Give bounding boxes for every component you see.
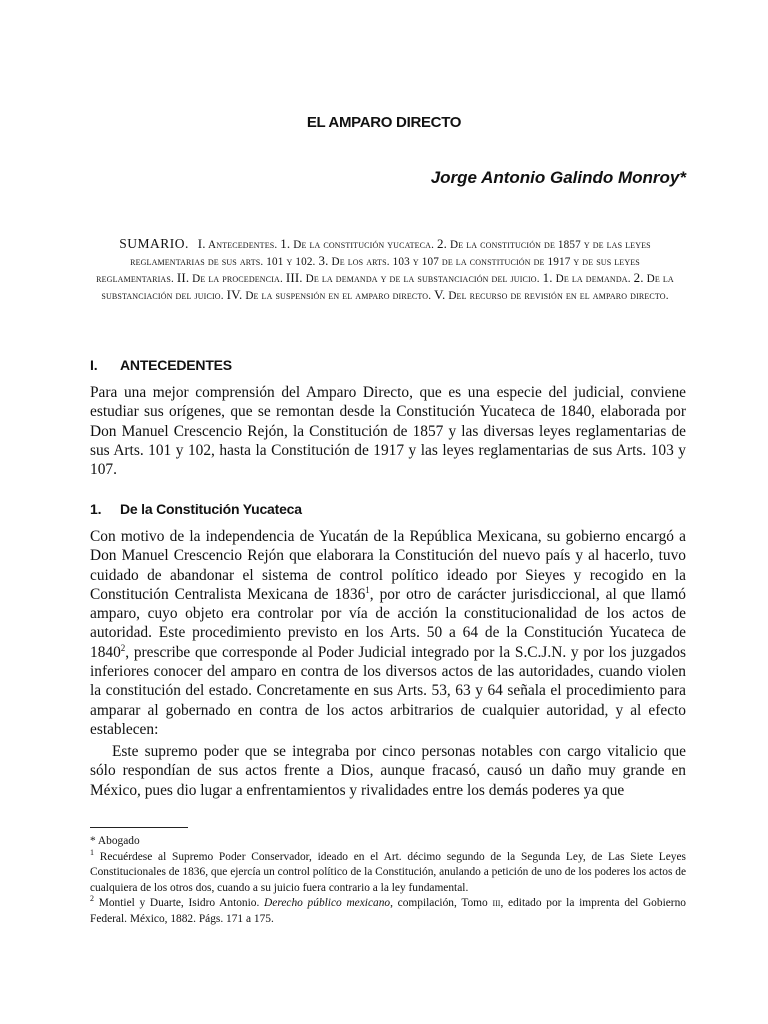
section-title: ANTECEDENTES (120, 357, 232, 373)
footnote-divider (90, 827, 188, 828)
paragraph-text: , prescribe que corresponde al Poder Judicial integrado por la S.C.J.N. y por los juzgados inferiores conocer del amparo en contra de los diversos actos de las autoridades, cuando violen la constitución del estado. Concretamente en sus Arts. 53, 63 y 64 señala el procedimiento para amparar al gobernado en contra de los actos arbitrarios de cualquier autoridad, y al efecto establecen: (90, 643, 686, 738)
summary-item-number: III. (285, 270, 303, 285)
summary-item-text: De la demanda y de la substanciación del juicio. (305, 273, 540, 285)
section-number: 1. (90, 501, 102, 517)
footnote-1 (90, 847, 686, 897)
paragraph-text: Con motivo de la independencia de Yucatán de la República Mexicana, su gobierno encargó a Don Manuel Crescencio Rejón que elaborara la Constitución del nuevo país y al hacerlo, tuvo cuidado de abandonar el sistema de control político ideado por Sieyes y recogido en la Constitución Centralista Mexicana de 1836 (90, 528, 686, 603)
summary-item-number: 2. (437, 236, 448, 251)
summary-item-number: 1. (280, 236, 291, 251)
footnote-star: * Abogado (90, 835, 140, 847)
section-title: De la Constitución Yucateca (120, 501, 302, 517)
paragraph-intro: Para una mejor comprensión del Amparo Directo, que es una especie del judicial, conviene estudiar sus orígenes, que se remontan desde la Constitución Yucateca de 1840, elaborada por Don Manuel Crescencio Rejón, la Constitución de 1857 y las diversas leyes reglamentarias de sus Arts. 101 y 102, hasta la Constitución de 1917 y las leyes reglamentarias de sus Arts. 103 y 107. (90, 384, 686, 479)
section-number: I. (90, 357, 98, 373)
summary-item-text: Del recurso de revisión en el amparo directo. (448, 290, 669, 302)
footnote-book-title: Derecho público mexicano (264, 897, 391, 910)
footnote-text: Montiel y Duarte, Isidro Antonio. (94, 897, 265, 910)
summary-item-text: De la suspensión en el amparo directo. (245, 290, 432, 302)
footnote-text: Recuérdese al Supremo Poder Conservador, ideado en el Art. décimo segundo de la Segunda Ley, de Las Siete Leyes Constitucionales de 1836, que ejercía un control político de la Constitución, anulando a petición de uno de los poderes los actos de cualquiera de los otros dos, cuando a su juicio fuera contrario a la ley fundamental. (90, 850, 686, 894)
summary-item-text: De la constitución yucateca. (293, 239, 435, 251)
summary-item-text: De la demanda. (555, 273, 631, 285)
summary-item-number: 2. (633, 270, 644, 285)
summary-item-text: De los arts. 103 y 107 de la constitución de 1917 y de sus leyes reglamentarias. (96, 256, 640, 285)
footnote-text: , compilación, Tomo (390, 897, 493, 910)
summary-item-text: De la procedencia. (192, 273, 283, 285)
summary-block (96, 236, 674, 304)
footnote-mark: 2 (90, 894, 94, 904)
footnote-mark: 1 (90, 847, 94, 857)
summary-item-text: Antecedentes. (208, 239, 278, 251)
footnote-ref-2[interactable]: 2 (120, 642, 126, 653)
summary-item-number: II. (176, 270, 190, 285)
author-name: Jorge Antonio Galindo Monroy* (430, 168, 686, 187)
summary-item-text: De la constitución de 1857 y de las leyes reglamentarias de sus arts. 101 y 102. (130, 239, 651, 268)
summary-item-text: De la substanciación del juicio. (101, 273, 674, 302)
summary-item-number: 1. (542, 270, 553, 285)
page-title: EL AMPARO DIRECTO (306, 114, 462, 131)
footnote-ref-1[interactable]: 1 (365, 584, 370, 595)
paragraph-text: , por otro de carácter jurisdiccional, al que llamó amparo, cuyo objeto era controlar por vía de acción la constitucionalidad de los actos de autoridad. Este procedimiento previsto en los Arts. 50 a 64 de la Constitución Yucateca de 1840 (90, 585, 686, 661)
footnote-text: , editado por la imprenta del Gobierno Federal. México, 1882. Págs. 171 a 175. (90, 897, 686, 925)
footnotes (90, 834, 686, 928)
section-heading-constitucion-yucateca (90, 501, 302, 517)
summary-label: SUMARIO. (119, 236, 189, 251)
paragraph-supremo-poder: Este supremo poder que se integraba por cinco personas notables con cargo vitalicio que sólo respondían de sus actos frente a Dios, aunque fracasó, causó un daño muy grande en México, pues dio lugar a enfrentamientos y rivalidades entre los demás poderes ya que (90, 743, 686, 799)
paragraph-yucatan (90, 527, 686, 739)
summary-item-number: I. (197, 236, 206, 251)
footnote-volume: iii (492, 897, 501, 910)
summary-item-number: V. (434, 287, 446, 302)
footnote-2 (90, 896, 686, 927)
section-heading-antecedentes (90, 357, 232, 373)
summary-item-number: IV. (226, 287, 243, 302)
summary-item-number: 3. (318, 253, 329, 268)
